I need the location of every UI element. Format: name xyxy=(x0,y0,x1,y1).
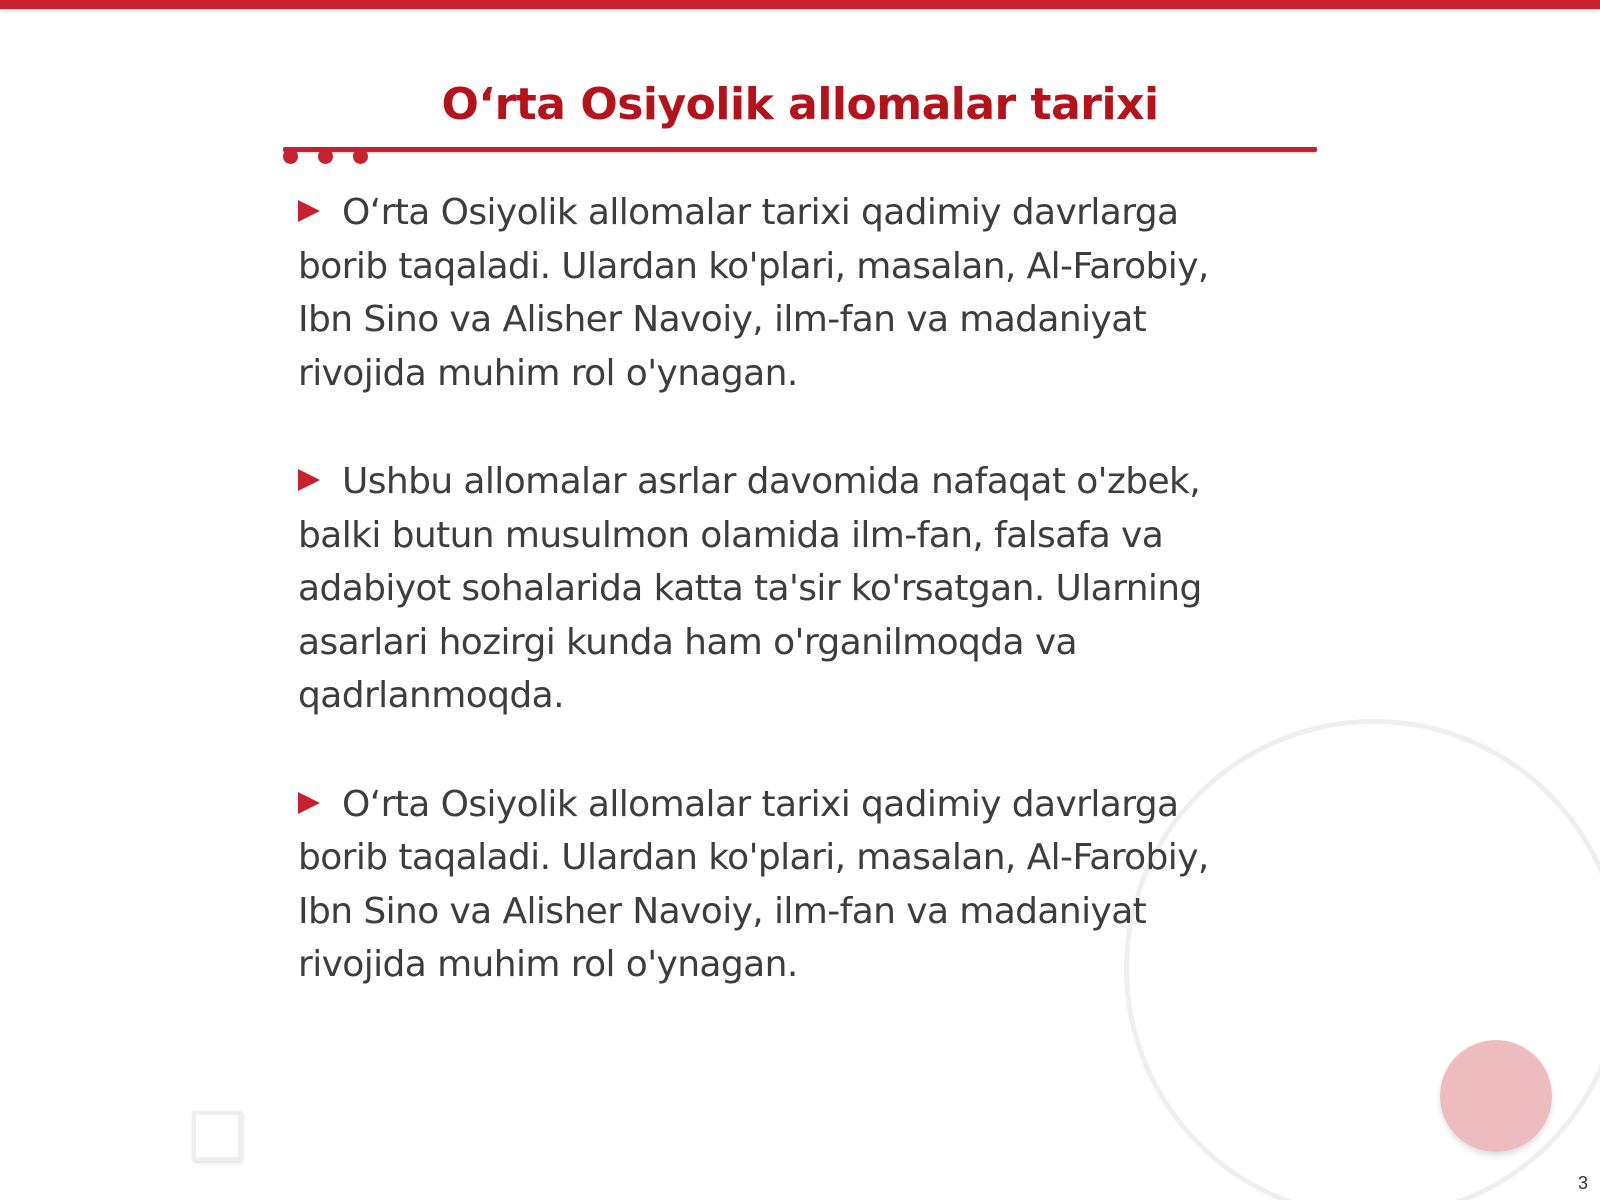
underline-dot xyxy=(318,149,333,164)
bullet-item xyxy=(298,455,1258,723)
triangle-right-icon xyxy=(298,200,320,222)
triangle-right-icon xyxy=(298,792,320,814)
top-accent-bar xyxy=(0,0,1600,9)
bullet-text: Ushbu allomalar asrlar davomida nafaqat o'zbek, balki butun musulmon olamida ilm-fan, falsafa va adabiyot sohalarida katta ta'sir ko'rsatgan. Ularning asarlari hozirgi kunda ham o'rganilmoqda va qadrlanmoqda. xyxy=(298,461,1202,716)
decorative-square xyxy=(192,1111,242,1161)
underline-dot xyxy=(283,149,298,164)
title-underline xyxy=(283,147,1317,152)
bullet-text: Oʻrta Osiyolik allomalar tarixi qadimiy davrlarga borib taqaladi. Ulardan ko'plari, masalan, Al-Farobiy, Ibn Sino va Alisher Navoiy, ilm-fan va madaniyat rivojida muhim rol o'ynagan. xyxy=(298,783,1209,985)
triangle-right-icon xyxy=(298,469,320,491)
bullet-item xyxy=(298,186,1258,400)
slide-title: Oʻrta Osiyolik allomalar tarixi xyxy=(441,79,1159,130)
bullet-text: Oʻrta Osiyolik allomalar tarixi qadimiy davrlarga borib taqaladi. Ulardan ko'plari, masalan, Al-Farobiy, Ibn Sino va Alisher Navoiy, ilm-fan va madaniyat rivojida muhim rol o'ynagan. xyxy=(298,192,1209,394)
bullet-item xyxy=(298,778,1258,992)
bullet-list xyxy=(298,186,1258,1047)
underline-dot xyxy=(353,149,368,164)
decorative-circle xyxy=(1440,1040,1552,1152)
slide-number: 3 xyxy=(1577,1173,1588,1193)
